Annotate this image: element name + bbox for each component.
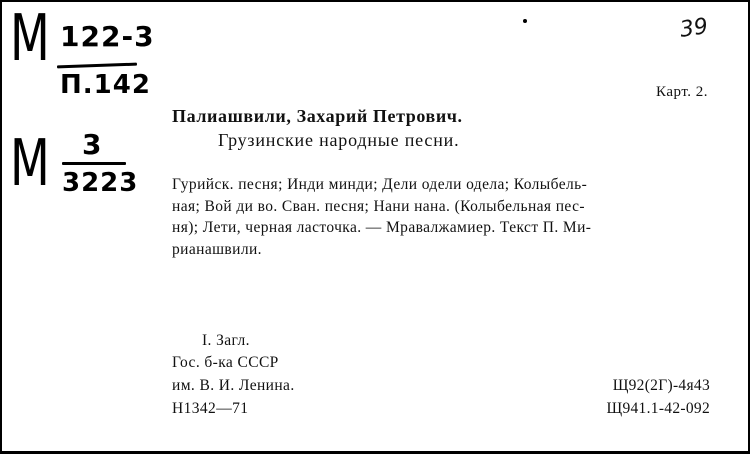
handwritten-shelf-subnumber: П.142: [60, 70, 151, 100]
handwritten-call-denominator: 3223: [62, 168, 139, 198]
ink-dot: [523, 19, 527, 23]
library-line: Гос. б-ка СССР: [172, 354, 279, 371]
tracing-note: I. Загл.: [202, 332, 250, 349]
work-title: Грузинские народные песни.: [218, 130, 460, 150]
handwritten-fraction-bar: [62, 162, 126, 165]
contents-line: рианашвили.: [172, 240, 262, 258]
contents-line: ня); Лети, черная ласточка. — Мравалжамиер. Текст П. Ми-: [172, 219, 592, 236]
card-order-number: Н1342—71: [172, 400, 249, 417]
author-heading: Палиашвили, Захарий Петрович.: [172, 106, 463, 126]
classification-code: Щ941.1-42-092: [606, 400, 710, 417]
handwritten-corner-mark: 39: [678, 14, 710, 43]
handwritten-fraction-bar: [57, 63, 137, 69]
card-number: Карт. 2.: [656, 84, 708, 100]
handwritten-shelf-mark-letter: М: [10, 2, 51, 76]
contents-line: ная; Вой ди во. Сван. песня; Нани нана. (Колыбельная пес-: [172, 197, 585, 215]
handwritten-call-numerator: 3: [82, 128, 103, 161]
library-line: им. В. И. Ленина.: [172, 377, 295, 394]
classification-code: Щ92(2Г)-4я43: [612, 377, 710, 394]
contents-line: Гурийск. песня; Инди минди; Дели одели одела; Колыбель-: [172, 176, 588, 193]
handwritten-shelf-number: 122-3: [60, 20, 155, 53]
handwritten-call-mark-letter: М: [10, 127, 51, 201]
contents-note: [172, 174, 712, 260]
